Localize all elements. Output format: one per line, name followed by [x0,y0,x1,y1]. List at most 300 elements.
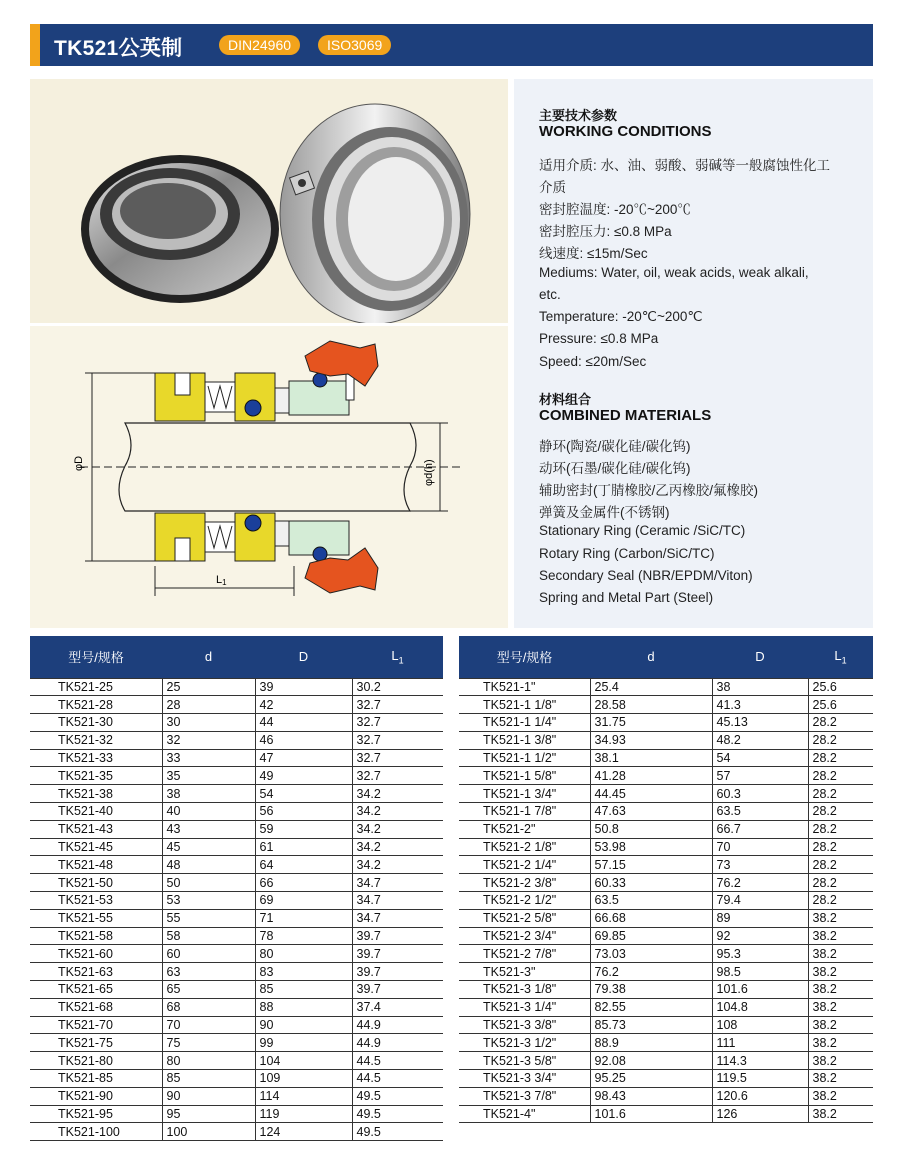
cell-L1: 28.2 [808,820,873,838]
cell-D: 45.13 [712,714,808,732]
cell-D: 99 [255,1034,352,1052]
table-row [30,998,443,1016]
cell-d: 43 [162,820,255,838]
cell-d: 41.28 [590,767,712,785]
cell-D: 78 [255,927,352,945]
cell-D: 95.3 [712,945,808,963]
cell-D: 64 [255,856,352,874]
table-row [459,981,873,999]
cell-model: TK521-50 [30,874,162,892]
cell-model: TK521-53 [30,892,162,910]
table-row [30,1016,443,1034]
cell-L1: 39.7 [352,945,443,963]
cell-d: 57.15 [590,856,712,874]
cell-d: 69.85 [590,927,712,945]
cell-D: 54 [712,749,808,767]
cell-d: 92.08 [590,1052,712,1070]
cell-L1: 32.7 [352,696,443,714]
cell-d: 60 [162,945,255,963]
cell-D: 79.4 [712,892,808,910]
cell-model: TK521-90 [30,1087,162,1105]
header-d: d [590,636,712,678]
cell-model: TK521-43 [30,820,162,838]
spec-panel [514,79,873,628]
table-row [459,1070,873,1088]
table-row [30,803,443,821]
table-row [459,803,873,821]
table-row [30,963,443,981]
cell-d: 31.75 [590,714,712,732]
cell-d: 40 [162,803,255,821]
cell-d: 60.33 [590,874,712,892]
cell-L1: 25.6 [808,696,873,714]
cell-D: 69 [255,892,352,910]
cell-model: TK521-70 [30,1016,162,1034]
table-row [459,838,873,856]
table-row [30,1087,443,1105]
cell-model: TK521-55 [30,909,162,927]
cell-d: 50.8 [590,820,712,838]
cell-L1: 38.2 [808,927,873,945]
cell-L1: 32.7 [352,731,443,749]
header-L1: $L_1$ [808,636,873,678]
table-row [459,731,873,749]
cell-model: TK521-1 3/8" [459,731,590,749]
spec-line: 线速度: ≤15m/Sec [539,246,648,261]
cell-D: 59 [255,820,352,838]
cell-L1: 38.2 [808,998,873,1016]
cell-d: 55 [162,909,255,927]
table-row [459,1052,873,1070]
dimension-label-L: L1 [216,574,227,587]
working-conditions-title-cn: 主要技术参数 [539,109,618,124]
table-row [30,909,443,927]
spec-line: etc. [539,287,561,302]
table-row [459,749,873,767]
table-row [30,1034,443,1052]
cell-L1: 49.5 [352,1123,443,1141]
cell-model: TK521-30 [30,714,162,732]
cell-d: 38 [162,785,255,803]
cell-d: 79.38 [590,981,712,999]
cell-model: TK521-85 [30,1070,162,1088]
cell-D: 80 [255,945,352,963]
cell-D: 104 [255,1052,352,1070]
cell-D: 66.7 [712,820,808,838]
page-title: TK521公英制 [54,37,183,60]
cell-L1: 28.2 [808,714,873,732]
metric-size-table [30,636,443,1141]
cell-model: TK521-2 3/4" [459,927,590,945]
cell-d: 45 [162,838,255,856]
cell-D: 42 [255,696,352,714]
table-row [30,714,443,732]
cell-model: TK521-1" [459,678,590,696]
title-bar [30,24,873,66]
cell-L1: 38.2 [808,1052,873,1070]
cell-D: 83 [255,963,352,981]
cell-model: TK521-32 [30,731,162,749]
cell-D: 56 [255,803,352,821]
cell-d: 100 [162,1123,255,1141]
dimension-label-D: φD [73,455,85,471]
material-line: Secondary Seal (NBR/EPDM/Viton) [539,568,753,583]
cell-model: TK521-2" [459,820,590,838]
spec-line: Temperature: -20℃~200℃ [539,309,703,324]
table-row [459,820,873,838]
cell-L1: 38.2 [808,945,873,963]
table-header-row [459,636,873,678]
cell-d: 76.2 [590,963,712,981]
cell-D: 63.5 [712,803,808,821]
spec-line: 密封腔压力: ≤0.8 MPa [539,224,672,239]
cell-model: TK521-80 [30,1052,162,1070]
imperial-size-table [459,636,873,1123]
cell-d: 85.73 [590,1016,712,1034]
material-line: 动环(石墨/碳化硅/碳化钨) [539,461,691,476]
cell-d: 63 [162,963,255,981]
cell-model: TK521-3 1/2" [459,1034,590,1052]
cell-d: 53 [162,892,255,910]
cell-model: TK521-1 7/8" [459,803,590,821]
table-row [30,1105,443,1123]
cell-model: TK521-60 [30,945,162,963]
table-row [459,714,873,732]
cell-d: 101.6 [590,1105,712,1123]
cell-D: 104.8 [712,998,808,1016]
cell-d: 80 [162,1052,255,1070]
cell-model: TK521-48 [30,856,162,874]
cell-D: 89 [712,909,808,927]
cell-D: 92 [712,927,808,945]
table-row [459,785,873,803]
material-line: 静环(陶瓷/碳化硅/碳化钨) [539,439,691,454]
cell-L1: 38.2 [808,963,873,981]
cell-D: 98.5 [712,963,808,981]
table-row [30,927,443,945]
cell-L1: 44.5 [352,1052,443,1070]
cell-d: 44.45 [590,785,712,803]
cell-d: 65 [162,981,255,999]
table-row [30,1052,443,1070]
cell-D: 119 [255,1105,352,1123]
cell-model: TK521-40 [30,803,162,821]
cell-D: 44 [255,714,352,732]
cell-d: 33 [162,749,255,767]
cell-L1: 28.2 [808,838,873,856]
cell-model: TK521-2 1/2" [459,892,590,910]
table-row [30,820,443,838]
table-row [459,696,873,714]
table-row [30,1123,443,1141]
cell-model: TK521-58 [30,927,162,945]
cell-L1: 30.2 [352,678,443,696]
cell-d: 98.43 [590,1087,712,1105]
cell-D: 124 [255,1123,352,1141]
cell-d: 90 [162,1087,255,1105]
cell-d: 32 [162,731,255,749]
cell-D: 120.6 [712,1087,808,1105]
cell-L1: 32.7 [352,767,443,785]
table-row [459,927,873,945]
cross-section-diagram [30,326,508,628]
cell-D: 49 [255,767,352,785]
table-row [30,945,443,963]
cell-D: 41.3 [712,696,808,714]
table-row [459,892,873,910]
cell-model: TK521-3 1/8" [459,981,590,999]
cell-d: 28.58 [590,696,712,714]
cell-d: 28 [162,696,255,714]
spec-line: Pressure: ≤0.8 MPa [539,331,659,346]
cell-L1: 34.2 [352,856,443,874]
cell-L1: 39.7 [352,981,443,999]
cell-d: 50 [162,874,255,892]
cell-L1: 32.7 [352,749,443,767]
cell-L1: 28.2 [808,731,873,749]
cell-D: 46 [255,731,352,749]
header-L1: $L_1$ [352,636,443,678]
table-row [459,963,873,981]
seal-cross-section [30,326,508,628]
cell-L1: 44.9 [352,1034,443,1052]
standard-badge-din: DIN24960 [219,35,300,55]
cell-D: 85 [255,981,352,999]
cell-model: TK521-63 [30,963,162,981]
cell-L1: 38.2 [808,1016,873,1034]
cell-L1: 28.2 [808,856,873,874]
cell-d: 47.63 [590,803,712,821]
material-line: 弹簧及金属件(不锈钢) [539,505,670,520]
table-row [459,1034,873,1052]
table-row [459,945,873,963]
header-model: 型号/规格 [459,636,590,678]
header-D: D [255,636,352,678]
cell-d: 58 [162,927,255,945]
cell-d: 35 [162,767,255,785]
table-row [459,998,873,1016]
table-row [30,678,443,696]
cell-model: TK521-2 7/8" [459,945,590,963]
cell-L1: 34.2 [352,820,443,838]
cell-D: 108 [712,1016,808,1034]
cell-d: 95 [162,1105,255,1123]
material-line: Spring and Metal Part (Steel) [539,590,714,605]
cell-L1: 32.7 [352,714,443,732]
table-row [459,767,873,785]
spec-line: 密封腔温度: -20℃~200℃ [539,202,691,217]
cell-model: TK521-75 [30,1034,162,1052]
cell-model: TK521-68 [30,998,162,1016]
cell-d: 88.9 [590,1034,712,1052]
cell-D: 73 [712,856,808,874]
cell-model: TK521-33 [30,749,162,767]
cell-D: 39 [255,678,352,696]
cell-D: 57 [712,767,808,785]
cell-D: 48.2 [712,731,808,749]
cell-d: 53.98 [590,838,712,856]
cell-L1: 28.2 [808,749,873,767]
cell-D: 66 [255,874,352,892]
cell-model: TK521-45 [30,838,162,856]
cell-model: TK521-1 1/4" [459,714,590,732]
working-conditions-title-en: WORKING CONDITIONS [539,123,712,140]
cell-d: 73.03 [590,945,712,963]
table-row [30,892,443,910]
cell-model: TK521-65 [30,981,162,999]
standard-badge-iso: ISO3069 [318,35,391,55]
cell-D: 70 [712,838,808,856]
cell-model: TK521-95 [30,1105,162,1123]
header-d: d [162,636,255,678]
cell-D: 101.6 [712,981,808,999]
seal-photo-illustration [30,79,508,323]
header-D: D [712,636,808,678]
table-row [459,1087,873,1105]
cell-model: TK521-2 5/8" [459,909,590,927]
cell-D: 61 [255,838,352,856]
cell-D: 126 [712,1105,808,1123]
cell-d: 34.93 [590,731,712,749]
cell-model: TK521-1 3/4" [459,785,590,803]
table-row [30,767,443,785]
cell-L1: 28.2 [808,874,873,892]
cell-L1: 34.2 [352,803,443,821]
cell-L1: 37.4 [352,998,443,1016]
table-row [459,678,873,696]
materials-title-cn: 材料组合 [539,393,592,408]
table-row [30,838,443,856]
cell-D: 119.5 [712,1070,808,1088]
cell-d: 68 [162,998,255,1016]
cell-model: TK521-4" [459,1105,590,1123]
cell-L1: 28.2 [808,803,873,821]
cell-D: 60.3 [712,785,808,803]
cell-D: 114.3 [712,1052,808,1070]
cell-L1: 25.6 [808,678,873,696]
table-row [459,1016,873,1034]
cell-model: TK521-3 3/4" [459,1070,590,1088]
cell-L1: 34.7 [352,909,443,927]
cell-model: TK521-28 [30,696,162,714]
spec-line: Speed: ≤20m/Sec [539,354,647,369]
material-line: Rotary Ring (Carbon/SiC/TC) [539,546,715,561]
cell-L1: 28.2 [808,785,873,803]
cell-d: 85 [162,1070,255,1088]
cell-model: TK521-25 [30,678,162,696]
cell-L1: 34.2 [352,785,443,803]
cell-d: 82.55 [590,998,712,1016]
cell-L1: 28.2 [808,767,873,785]
cell-L1: 34.2 [352,838,443,856]
table-row [30,1070,443,1088]
cell-model: TK521-1 1/2" [459,749,590,767]
table-row [459,1105,873,1123]
cell-D: 54 [255,785,352,803]
table-row [30,874,443,892]
cell-d: 25.4 [590,678,712,696]
product-photo [30,79,508,323]
table-row [30,785,443,803]
cell-L1: 44.9 [352,1016,443,1034]
cell-model: TK521-2 1/4" [459,856,590,874]
cell-D: 88 [255,998,352,1016]
cell-D: 71 [255,909,352,927]
cell-model: TK521-3 1/4" [459,998,590,1016]
cell-model: TK521-2 3/8" [459,874,590,892]
cell-L1: 49.5 [352,1087,443,1105]
cell-L1: 39.7 [352,927,443,945]
cell-L1: 38.2 [808,1105,873,1123]
table-row [459,909,873,927]
spec-line: 介质 [539,180,566,195]
cell-D: 111 [712,1034,808,1052]
cell-L1: 34.7 [352,874,443,892]
cell-L1: 28.2 [808,892,873,910]
table-row [459,874,873,892]
cell-d: 25 [162,678,255,696]
table-row [30,749,443,767]
cell-L1: 38.2 [808,1034,873,1052]
cell-model: TK521-3 7/8" [459,1087,590,1105]
cell-L1: 39.7 [352,963,443,981]
cell-d: 48 [162,856,255,874]
cell-L1: 38.2 [808,1087,873,1105]
cell-D: 47 [255,749,352,767]
cell-model: TK521-35 [30,767,162,785]
cell-L1: 34.7 [352,892,443,910]
cell-L1: 38.2 [808,981,873,999]
cell-D: 76.2 [712,874,808,892]
cell-d: 38.1 [590,749,712,767]
cell-d: 30 [162,714,255,732]
header-model: 型号/规格 [30,636,162,678]
cell-model: TK521-3" [459,963,590,981]
cell-model: TK521-2 1/8" [459,838,590,856]
cell-d: 95.25 [590,1070,712,1088]
cell-D: 90 [255,1016,352,1034]
table-row [30,696,443,714]
table-row [30,856,443,874]
cell-model: TK521-100 [30,1123,162,1141]
materials-title-en: COMBINED MATERIALS [539,407,712,424]
cell-model: TK521-1 1/8" [459,696,590,714]
table-header-row [30,636,443,678]
cell-D: 38 [712,678,808,696]
spec-line: 适用介质: 水、油、弱酸、弱碱等一般腐蚀性化工 [539,158,831,173]
cell-D: 109 [255,1070,352,1088]
cell-model: TK521-38 [30,785,162,803]
title-accent [30,24,40,66]
cell-d: 66.68 [590,909,712,927]
table-row [30,731,443,749]
cell-L1: 49.5 [352,1105,443,1123]
material-line: 辅助密封(丁腈橡胶/乙丙橡胶/氟橡胶) [539,483,758,498]
cell-L1: 38.2 [808,1070,873,1088]
cell-model: TK521-3 5/8" [459,1052,590,1070]
cell-d: 70 [162,1016,255,1034]
cell-d: 75 [162,1034,255,1052]
dimension-label-d: φd(h) [423,459,435,486]
cell-L1: 44.5 [352,1070,443,1088]
spec-line: Mediums: Water, oil, weak acids, weak alkali, [539,265,809,280]
cell-L1: 38.2 [808,909,873,927]
cell-D: 114 [255,1087,352,1105]
cell-model: TK521-3 3/8" [459,1016,590,1034]
cell-d: 63.5 [590,892,712,910]
table-row [30,981,443,999]
table-row [459,856,873,874]
